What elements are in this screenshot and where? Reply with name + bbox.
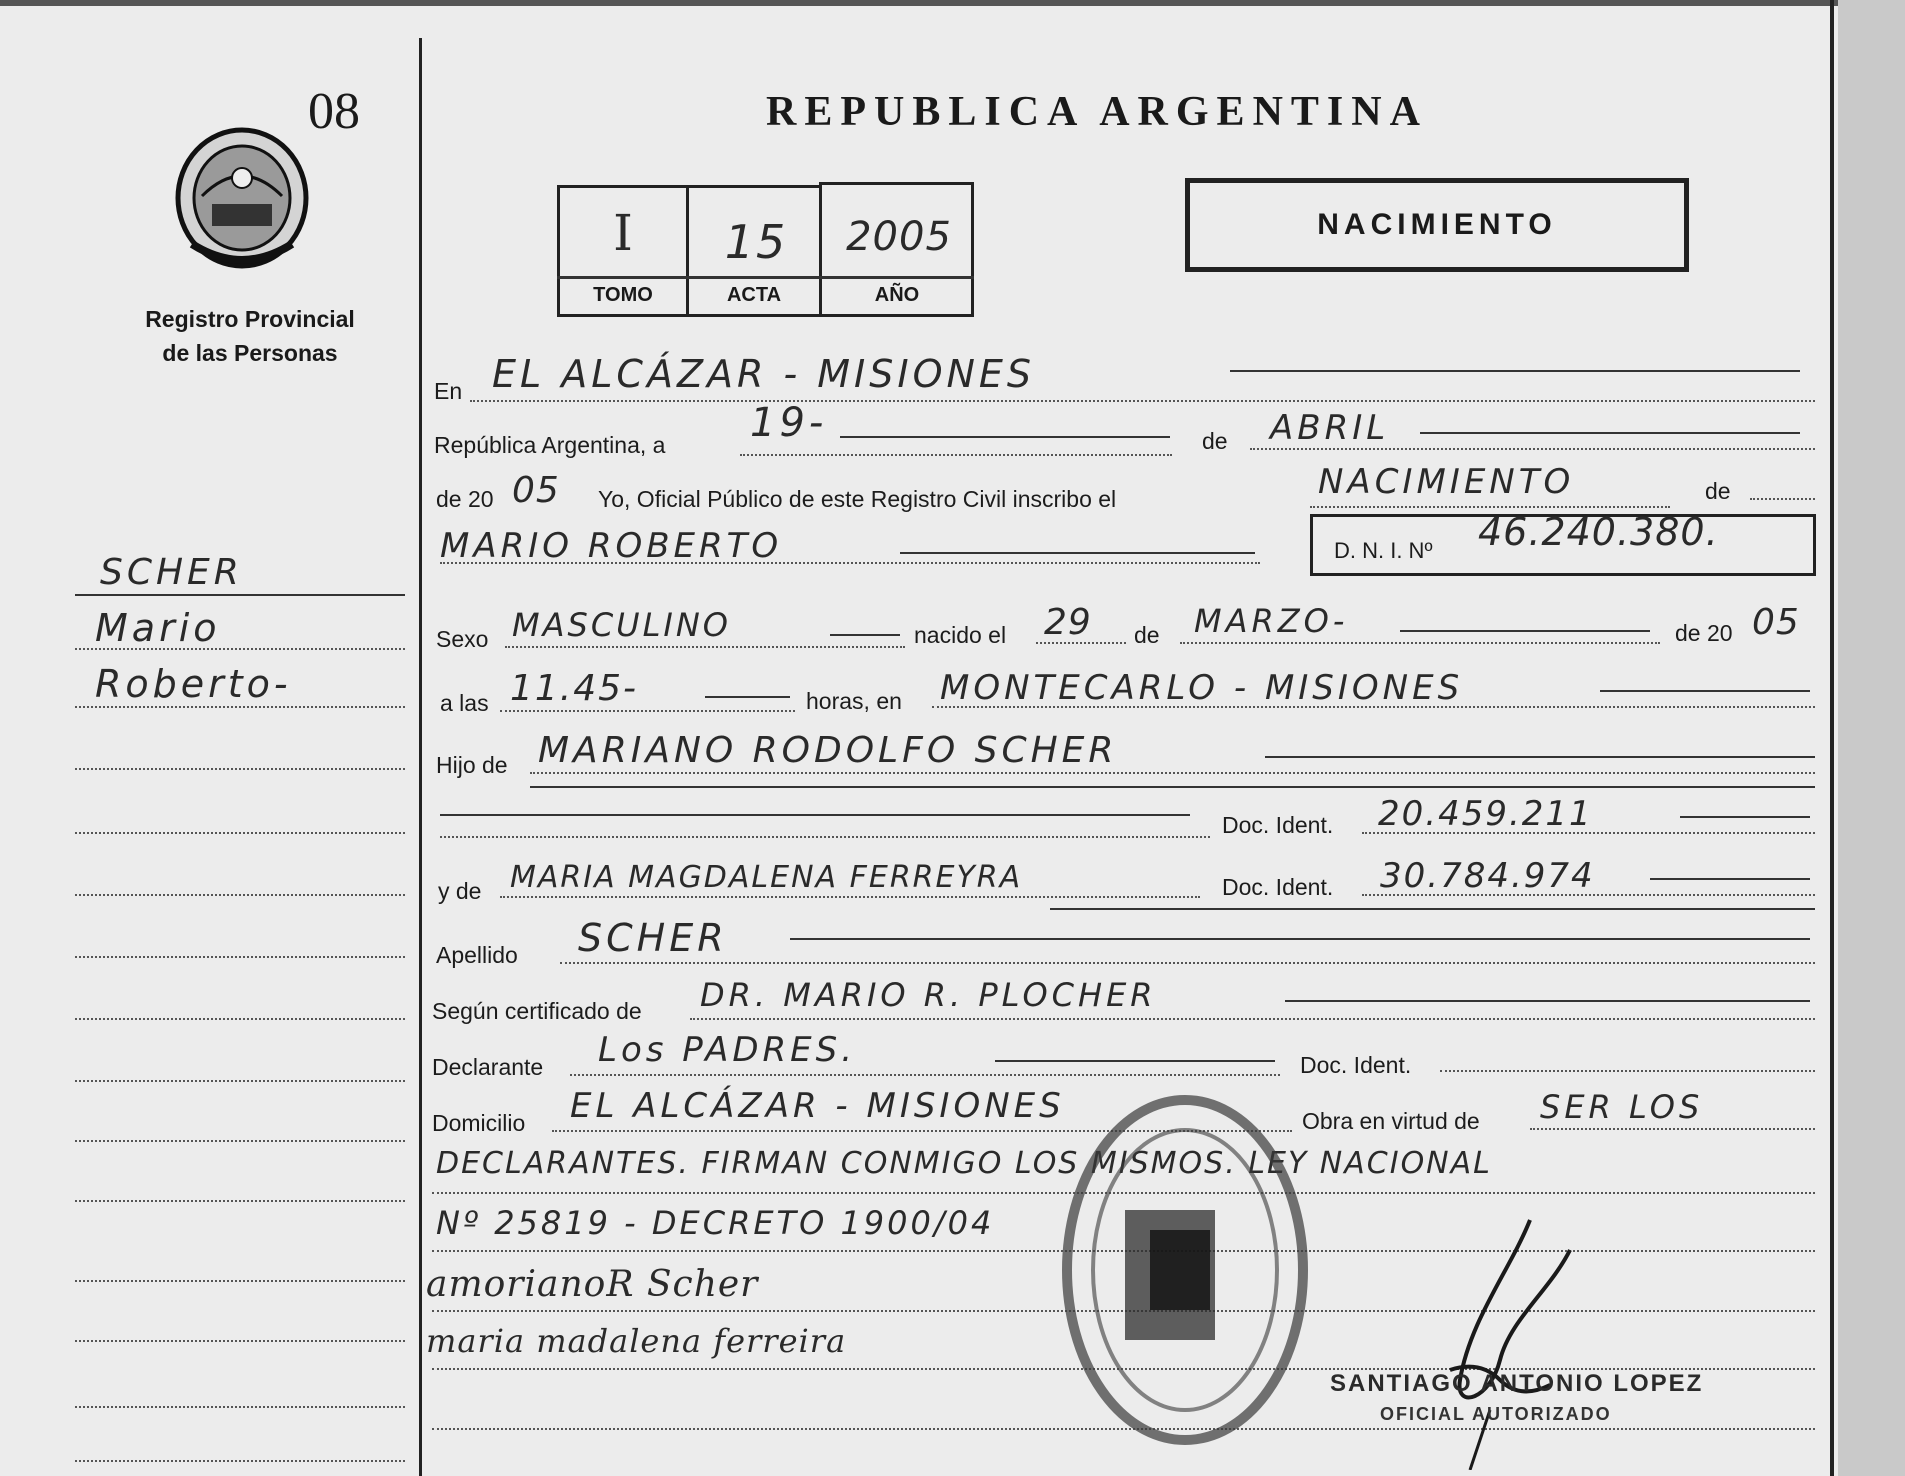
- value-day: 19-: [750, 400, 828, 446]
- line-obra: [1530, 1128, 1815, 1130]
- label-domicilio: Domicilio: [432, 1110, 526, 1136]
- value-birth-month: MARZO-: [1194, 602, 1349, 640]
- margin-line-1: [75, 594, 405, 596]
- fill-line-father: [1265, 756, 1815, 758]
- line-apellido: [560, 962, 1815, 964]
- value-mother: MARIA MAGDALENA FERREYRA: [510, 860, 1023, 895]
- line-declarante: [570, 1074, 1280, 1076]
- line-de-end: [1750, 498, 1815, 500]
- label-father-doc: Doc. Ident.: [1222, 812, 1334, 838]
- acta-label: ACTA: [726, 284, 782, 306]
- fill-line-birth-month: [1400, 630, 1650, 632]
- margin-given-2: Roberto-: [95, 662, 292, 706]
- margin-line-11: [75, 1200, 405, 1202]
- label-declarante: Declarante: [432, 1054, 544, 1080]
- label-republica: República Argentina, a: [434, 432, 666, 458]
- line-birth-month: [1180, 642, 1660, 644]
- value-father-doc: 20.459.211: [1378, 794, 1593, 834]
- right-border-line: [1830, 0, 1834, 1476]
- fill-line-mother-2: [1050, 908, 1815, 910]
- margin-surname: SCHER: [100, 552, 243, 593]
- value-obs-2: Nº 25819 - DECRETO 1900/04: [436, 1204, 995, 1242]
- fill-line-birth-place: [1600, 690, 1810, 692]
- line-day: [740, 454, 1172, 456]
- margin-line-12: [75, 1280, 405, 1282]
- label-nacido: nacido el: [914, 622, 1007, 648]
- ano-value: 2005: [846, 214, 952, 260]
- signature-father: amorianoR Scher: [426, 1264, 759, 1305]
- margin-line-7: [75, 956, 405, 958]
- provincial-seal: [172, 126, 312, 276]
- value-child-name: MARIO ROBERTO: [440, 526, 783, 566]
- margin-line-10: [75, 1140, 405, 1142]
- fill-line-sexo: [830, 634, 900, 636]
- label-yo: Yo, Oficial Público de este Registro Civil inscribo el: [598, 486, 1117, 512]
- value-apellido: SCHER: [578, 916, 728, 960]
- value-birth-time: 11.45-: [510, 668, 639, 709]
- fill-line-father-cont: [440, 814, 1190, 816]
- box-label-divider: [557, 276, 974, 279]
- margin-line-5: [75, 832, 405, 834]
- label-sexo: Sexo: [436, 626, 489, 652]
- fill-line-mother-doc: [1650, 878, 1810, 880]
- column-divider: [419, 38, 422, 1476]
- label-hijo: Hijo de: [436, 752, 508, 778]
- margin-line-14: [75, 1406, 405, 1408]
- value-dni: 46.240.380.: [1478, 510, 1719, 554]
- fill-line-place: [1230, 370, 1800, 372]
- margin-line-4: [75, 768, 405, 770]
- label-alas: a las: [440, 690, 489, 716]
- line-place: [470, 400, 1815, 402]
- line-father-cont: [440, 836, 1210, 838]
- ano-label: AÑO: [874, 284, 920, 306]
- line-father: [530, 772, 1815, 774]
- margin-given-1: Mario: [95, 606, 221, 650]
- value-obra: SER LOS: [1540, 1088, 1704, 1126]
- fill-line-apellido: [790, 938, 1810, 940]
- value-doctor: DR. MARIO R. PLOCHER: [700, 976, 1157, 1014]
- label-mother-doc: Doc. Ident.: [1222, 874, 1334, 900]
- label-declarante-doc: Doc. Ident.: [1300, 1052, 1412, 1078]
- value-year-suffix: 05: [512, 470, 560, 511]
- label-obra: Obra en virtud de: [1302, 1108, 1480, 1134]
- scan-top-edge: [0, 0, 1905, 6]
- label-de-month: de: [1202, 428, 1228, 454]
- registry-name-line2: de las Personas: [162, 340, 338, 366]
- line-sexo: [505, 646, 905, 648]
- line-month: [1250, 448, 1815, 450]
- scan-right-edge: [1838, 0, 1905, 1476]
- official-round-stamp: [1055, 1090, 1315, 1450]
- folio-number: 08: [308, 83, 360, 140]
- value-declarante: Los PADRES.: [598, 1030, 857, 1070]
- registry-name-line1: Registro Provincial: [145, 306, 355, 332]
- value-birth-day: 29: [1044, 602, 1092, 643]
- value-mother-doc: 30.784.974: [1380, 856, 1595, 896]
- label-de20-birth: de 20: [1675, 620, 1733, 646]
- value-birth-year-suffix: 05: [1752, 602, 1800, 643]
- margin-line-6: [75, 894, 405, 896]
- margin-line-13: [75, 1340, 405, 1342]
- fill-line-day: [840, 436, 1170, 438]
- officer-stamp-title: OFICIAL AUTORIZADO: [1380, 1404, 1612, 1424]
- value-act: NACIMIENTO: [1318, 462, 1575, 502]
- label-de-end: de: [1705, 478, 1731, 504]
- fill-line-doctor: [1285, 1000, 1810, 1002]
- value-obs-1: DECLARANTES. FIRMAN CONMIGO LOS MISMOS. LEY NACIONAL: [436, 1146, 1492, 1181]
- label-horas: horas, en: [806, 688, 902, 714]
- value-domicilio: EL ALCÁZAR - MISIONES: [570, 1086, 1065, 1126]
- signature-mother: maria madalena ferreira: [426, 1322, 847, 1360]
- margin-line-15: [75, 1460, 405, 1462]
- line-doctor: [690, 1018, 1815, 1020]
- label-segun: Según certificado de: [432, 998, 642, 1024]
- label-apellido: Apellido: [436, 942, 518, 968]
- record-type: NACIMIENTO: [1317, 208, 1557, 241]
- label-yde: y de: [438, 878, 482, 904]
- line-act: [1310, 506, 1670, 508]
- value-place: EL ALCÁZAR - MISIONES: [492, 352, 1036, 396]
- line-birth-time: [500, 710, 795, 712]
- margin-line-9: [75, 1080, 405, 1082]
- value-father: MARIANO RODOLFO SCHER: [538, 730, 1118, 771]
- fill-line-child-name: [900, 552, 1255, 554]
- margin-line-8: [75, 1018, 405, 1020]
- label-de-birth-month: de: [1134, 622, 1160, 648]
- label-dni: D. N. I. Nº: [1334, 538, 1433, 563]
- value-month: ABRIL: [1270, 408, 1390, 448]
- tomo-label: TOMO: [593, 284, 653, 306]
- line-mother: [500, 896, 1200, 898]
- fill-line-father-doc: [1680, 816, 1810, 818]
- acta-value: 15: [724, 215, 788, 269]
- fill-line-month: [1420, 432, 1800, 434]
- value-birth-place: MONTECARLO - MISIONES: [940, 668, 1464, 708]
- fill-line-declarante: [995, 1060, 1275, 1062]
- fill-line-father-2: [530, 786, 1815, 788]
- officer-stamp-name: SANTIAGO ANTONIO LOPEZ: [1330, 1370, 1704, 1397]
- label-de20: de 20: [436, 486, 494, 512]
- fill-line-birth-time: [705, 696, 790, 698]
- label-en: En: [434, 378, 463, 404]
- officer-signature: [1430, 1210, 1590, 1470]
- tomo-value: I: [613, 204, 637, 262]
- margin-line-3: [75, 706, 405, 708]
- country-title: REPUBLICA ARGENTINA: [766, 89, 1428, 135]
- line-declarante-doc: [1440, 1070, 1815, 1072]
- value-sexo: MASCULINO: [512, 606, 731, 644]
